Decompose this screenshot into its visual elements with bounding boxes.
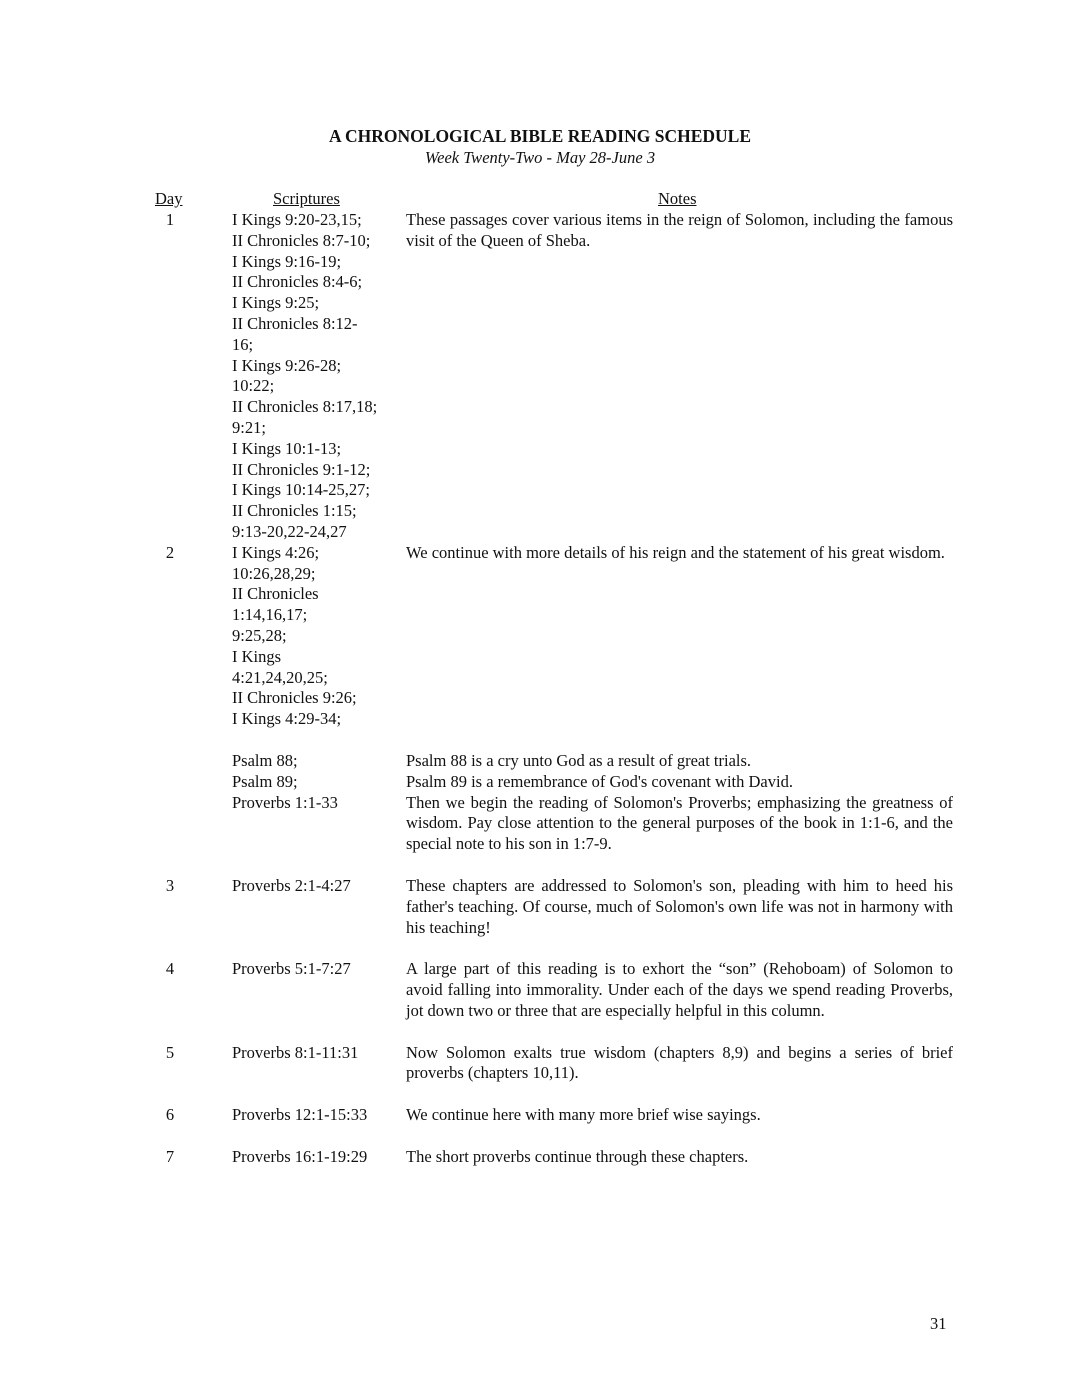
scripture-reference: I Kings (232, 646, 282, 666)
note-text: Then we begin the reading of Solomon's Proverbs; emphasizing the greatness of wisdom. Pay close attention to the general purposes of the book in 1:1-6, and the special note to his son in 1:7-9. (406, 792, 953, 854)
scripture-reference: Proverbs 8:1-11:31 (232, 1042, 359, 1062)
column-header-notes: Notes (658, 189, 697, 208)
scripture-reference: 4:21,24,20,25; (232, 667, 328, 687)
notes-cell (406, 543, 953, 730)
scripture-reference: I Kings 10:14-25,27; (232, 480, 370, 500)
scripture-reference: 9:21; (232, 417, 266, 437)
scripture-reference: I Kings 9:16-19; (232, 251, 342, 271)
scripture-reference: 9:25,28; (232, 625, 287, 645)
scripture-reference: 16; (232, 334, 254, 354)
page-number: 31 (930, 1314, 947, 1333)
note-text: Psalm 88 is a cry unto God as a result of great trials. (406, 750, 752, 770)
notes-cell (406, 876, 953, 938)
scripture-reference: 10:26,28,29; (232, 563, 316, 583)
day-cell: 6 (165, 1105, 175, 1125)
note-text: We continue here with many more brief wise sayings. (406, 1105, 761, 1125)
day-cell: 2 (165, 542, 175, 562)
scriptures-cell (232, 1147, 392, 1168)
scripture-reference: I Kings 9:26-28; (232, 355, 342, 375)
note-text: A large part of this reading is to exhort the “son” (Rehoboam) of Solomon to avoid falling into immorality. Under each of the days we spend reading Proverbs, jot down two or three that are especially helpful in this column. (406, 959, 953, 1020)
scripture-reference: II Chronicles 9:26; (232, 688, 357, 708)
scriptures-cell (232, 1043, 392, 1085)
notes-cell (406, 1105, 953, 1126)
scripture-reference: II Chronicles 8:17,18; (232, 397, 378, 417)
notes-cell (406, 959, 953, 1021)
scripture-reference: Psalm 88; (232, 750, 298, 770)
note-text: These passages cover various items in the reign of Solomon, including the famous visit of the Queen of Sheba. (406, 210, 953, 250)
scriptures-cell (232, 543, 392, 730)
scriptures-cell (232, 1105, 392, 1126)
scripture-reference: II Chronicles 8:12- (232, 313, 358, 333)
day-cell: 1 (165, 210, 175, 229)
schedule-row (0, 959, 1080, 1021)
notes-cell (406, 1043, 953, 1085)
column-header-day: Day (155, 189, 183, 208)
schedule-row (0, 1105, 1080, 1126)
page-subtitle: Week Twenty-Two - May 28-June 3 (424, 148, 656, 167)
schedule-row (0, 751, 1080, 855)
scriptures-cell (232, 876, 392, 938)
scriptures-cell (232, 959, 392, 1021)
page-title: A CHRONOLOGICAL BIBLE READING SCHEDULE (328, 126, 752, 146)
column-header-scriptures: Scriptures (273, 189, 340, 208)
scripture-reference: II Chronicles 9:1-12; (232, 459, 371, 479)
scriptures-cell (232, 210, 392, 543)
scripture-reference: I Kings 4:29-34; (232, 709, 342, 729)
scripture-reference: Proverbs 2:1-4:27 (232, 875, 351, 895)
schedule-table (0, 210, 1080, 1168)
notes-cell (406, 210, 953, 543)
notes-cell (406, 751, 953, 855)
scripture-reference: II Chronicles 8:7-10; (232, 230, 371, 250)
note-text: We continue with more details of his reign and the statement of his great wisdom. (406, 542, 945, 562)
scripture-reference: I Kings 4:26; (232, 542, 320, 562)
scripture-reference: 1:14,16,17; (232, 605, 308, 625)
day-cell: 7 (165, 1147, 175, 1167)
scripture-reference: II Chronicles 1:15; (232, 501, 357, 521)
notes-cell (406, 1147, 953, 1168)
schedule-row (0, 876, 1080, 938)
scripture-reference: Proverbs 5:1-7:27 (232, 959, 351, 979)
scripture-reference: 10:22; (232, 376, 275, 396)
schedule-row (0, 1043, 1080, 1085)
schedule-row (0, 1147, 1080, 1168)
day-cell: 4 (165, 959, 175, 979)
scriptures-cell (232, 751, 392, 855)
schedule-row (0, 210, 1080, 543)
scripture-reference: Psalm 89; (232, 771, 298, 791)
day-cell (154, 751, 186, 855)
note-text: These chapters are addressed to Solomon's son, pleading with him to heed his father's teaching. Of course, much of Solomon's own life was not in harmony with his teaching! (406, 875, 953, 937)
scripture-reference: Proverbs 12:1-15:33 (232, 1105, 368, 1125)
schedule-row (0, 543, 1080, 730)
scripture-reference: 9:13-20,22-24,27 (232, 521, 347, 541)
scripture-reference: Proverbs 1:1-33 (232, 792, 338, 812)
scripture-reference: I Kings 10:1-13; (232, 438, 342, 458)
scripture-reference: Proverbs 16:1-19:29 (232, 1147, 368, 1167)
scripture-reference: II Chronicles (232, 584, 319, 604)
scripture-reference: I Kings 9:20-23,15; (232, 210, 362, 229)
note-text: Now Solomon exalts true wisdom (chapters 8,9) and begins a series of brief proverbs (chapters 10,11). (406, 1042, 953, 1083)
day-cell: 3 (165, 875, 175, 895)
day-cell: 5 (165, 1042, 175, 1062)
note-text: Psalm 89 is a remembrance of God's covenant with David. (406, 771, 793, 791)
note-text: The short proverbs continue through these chapters. (406, 1147, 749, 1167)
scripture-reference: I Kings 9:25; (232, 293, 320, 313)
scripture-reference: II Chronicles 8:4-6; (232, 272, 363, 292)
